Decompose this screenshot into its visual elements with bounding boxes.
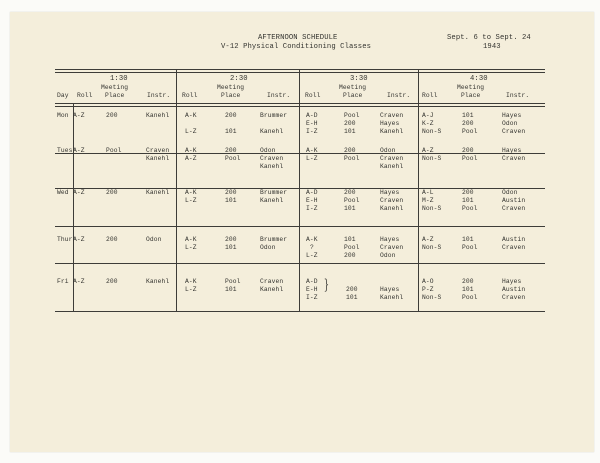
cell-roll: Non-S <box>422 205 442 212</box>
cell-place: Pool <box>344 155 360 162</box>
cell-roll: P-Z <box>422 286 434 293</box>
cell-instr: Hayes <box>380 286 400 293</box>
cell-instr: Craven <box>146 147 170 154</box>
cell-instr: Craven <box>502 155 526 162</box>
cell-roll: A-K <box>185 189 197 196</box>
cell-instr: Brummer <box>260 236 288 243</box>
cell-roll: ? <box>310 244 314 251</box>
cell-instr: Hayes <box>502 147 522 154</box>
cell-place: 200 <box>225 147 237 154</box>
document-page <box>10 12 594 452</box>
cell-place: 101 <box>462 236 474 243</box>
cell-place: Pool <box>225 155 241 162</box>
cell-place: Pool <box>462 205 478 212</box>
cell-instr: Kanehl <box>380 163 404 170</box>
col-header-place: Place <box>343 92 363 99</box>
cell-instr: Brummer <box>260 112 288 119</box>
cell-place: 101 <box>225 197 237 204</box>
cell-instr: Craven <box>380 155 404 162</box>
cell-roll: A-L <box>422 189 434 196</box>
col-header-instr: Instr. <box>387 92 411 99</box>
day-label: Tues <box>57 147 73 154</box>
time-slot-1: 1:30 <box>110 75 128 83</box>
cell-instr: Hayes <box>380 120 400 127</box>
cell-instr: Hayes <box>380 236 400 243</box>
cell-place: 200 <box>106 189 118 196</box>
cell-place: Pool <box>462 294 478 301</box>
cell-place: Pool <box>344 197 360 204</box>
cell-place: Pool <box>106 147 122 154</box>
cell-place: 200 <box>462 278 474 285</box>
col-header-place: Place <box>221 92 241 99</box>
col-header-meeting: Meeting <box>101 84 129 91</box>
col-header-roll: Roll <box>182 92 198 99</box>
cell-place: 200 <box>344 189 356 196</box>
cell-roll: I-Z <box>306 294 318 301</box>
cell-roll: A-Z <box>73 112 85 119</box>
cell-place: Pool <box>462 155 478 162</box>
cell-place: 200 <box>225 189 237 196</box>
cell-place: 101 <box>462 112 474 119</box>
cell-roll: A-J <box>422 112 434 119</box>
cell-instr: Kanehl <box>380 128 404 135</box>
cell-roll: M-Z <box>422 197 434 204</box>
cell-roll: A-Z <box>73 236 85 243</box>
time-slot-2: 2:30 <box>230 75 248 83</box>
cell-instr: Austin <box>502 197 526 204</box>
cell-place: 101 <box>346 294 358 301</box>
cell-place: 200 <box>346 286 358 293</box>
row-divider <box>55 226 545 227</box>
cell-roll: A-D <box>306 278 318 285</box>
header-rule <box>55 103 545 104</box>
cell-roll: E-H <box>306 286 318 293</box>
cell-place: Pool <box>225 278 241 285</box>
col-header-place: Place <box>461 92 481 99</box>
day-label: Fri <box>57 278 69 285</box>
cell-roll: A-K <box>185 147 197 154</box>
cell-instr: Kanehl <box>260 128 284 135</box>
table-rule-bottom <box>55 311 545 312</box>
col-header-day: Day <box>57 92 69 99</box>
cell-instr: Brummer <box>260 189 288 196</box>
cell-place: Pool <box>462 244 478 251</box>
time-slot-3: 3:30 <box>350 75 368 83</box>
cell-place: 200 <box>225 236 237 243</box>
cell-instr: Odon <box>260 244 276 251</box>
cell-place: 101 <box>344 205 356 212</box>
col-header-roll: Roll <box>305 92 321 99</box>
cell-roll: L-Z <box>306 252 318 259</box>
cell-instr: Kanehl <box>260 286 284 293</box>
cell-place: 200 <box>106 112 118 119</box>
cell-roll: L-Z <box>185 244 197 251</box>
cell-roll: A-D <box>306 112 318 119</box>
cell-instr: Austin <box>502 286 526 293</box>
cell-instr: Kanehl <box>146 278 170 285</box>
day-label: Mon <box>57 112 69 119</box>
cell-place: 200 <box>106 236 118 243</box>
cell-roll: A-Z <box>73 189 85 196</box>
cell-instr: Kanehl <box>260 197 284 204</box>
cell-instr: Craven <box>380 244 404 251</box>
cell-instr: Craven <box>502 294 526 301</box>
table-rule-top-double <box>55 72 545 73</box>
cell-instr: Odon <box>380 252 396 259</box>
cell-place: 101 <box>225 286 237 293</box>
cell-place: 101 <box>344 236 356 243</box>
cell-instr: Kanehl <box>260 163 284 170</box>
cell-roll: A-K <box>185 278 197 285</box>
col-header-roll: Roll <box>77 92 93 99</box>
cell-place: 200 <box>106 278 118 285</box>
cell-roll: E-H <box>306 197 318 204</box>
cell-place: 200 <box>225 112 237 119</box>
cell-place: 200 <box>344 120 356 127</box>
cell-roll: A-K <box>185 236 197 243</box>
col-divider <box>176 69 177 311</box>
col-header-instr: Instr. <box>147 92 171 99</box>
cell-instr: Kanehl <box>380 205 404 212</box>
cell-instr: Craven <box>502 244 526 251</box>
cell-instr: Odon <box>146 236 162 243</box>
day-label: Wed <box>57 189 69 196</box>
cell-roll: A-D <box>306 189 318 196</box>
cell-instr: Kanehl <box>380 294 404 301</box>
cell-place: 200 <box>344 252 356 259</box>
cell-roll: A-K <box>306 236 318 243</box>
cell-instr: Craven <box>260 155 284 162</box>
cell-place: Pool <box>344 244 360 251</box>
cell-instr: Hayes <box>502 112 522 119</box>
cell-roll: A-K <box>185 112 197 119</box>
cell-place: 101 <box>344 128 356 135</box>
doc-title: AFTERNOON SCHEDULE <box>258 34 338 42</box>
col-header-place: Place <box>105 92 125 99</box>
cell-roll: Non-S <box>422 128 442 135</box>
brace-bracket: } <box>323 277 330 293</box>
cell-roll: A-O <box>422 278 434 285</box>
cell-place: 101 <box>225 244 237 251</box>
cell-place: 101 <box>462 197 474 204</box>
row-divider <box>55 263 545 264</box>
cell-instr: Craven <box>502 128 526 135</box>
col-header-instr: Instr. <box>267 92 291 99</box>
cell-roll: I-Z <box>306 128 318 135</box>
cell-roll: A-Z <box>422 147 434 154</box>
cell-place: 101 <box>462 286 474 293</box>
cell-place: 200 <box>462 120 474 127</box>
cell-roll: I-Z <box>306 205 318 212</box>
cell-instr: Hayes <box>502 278 522 285</box>
col-header-meeting: Meeting <box>217 84 245 91</box>
cell-instr: Craven <box>502 205 526 212</box>
table-rule-top <box>55 69 545 70</box>
cell-roll: Non-S <box>422 155 442 162</box>
cell-place: Pool <box>462 128 478 135</box>
cell-instr: Hayes <box>380 189 400 196</box>
col-header-meeting: Meeting <box>339 84 367 91</box>
cell-roll: L-Z <box>185 128 197 135</box>
day-label: Thur <box>57 236 73 243</box>
cell-roll: E-H <box>306 120 318 127</box>
cell-instr: Craven <box>380 112 404 119</box>
col-header-meeting: Meeting <box>457 84 485 91</box>
cell-place: 200 <box>344 147 356 154</box>
cell-roll: Non-S <box>422 244 442 251</box>
cell-roll: K-Z <box>422 120 434 127</box>
cell-roll: Non-S <box>422 294 442 301</box>
cell-roll: L-Z <box>185 197 197 204</box>
cell-place: 200 <box>462 147 474 154</box>
cell-instr: Craven <box>260 278 284 285</box>
cell-roll: A-Z <box>73 147 85 154</box>
cell-roll: L-Z <box>185 286 197 293</box>
cell-roll: A-Z <box>185 155 197 162</box>
col-divider <box>418 69 419 311</box>
col-header-roll: Roll <box>422 92 438 99</box>
cell-roll: A-Z <box>73 278 85 285</box>
cell-roll: L-Z <box>306 155 318 162</box>
cell-instr: Kanehl <box>146 189 170 196</box>
header-rule-double <box>55 106 545 107</box>
cell-instr: Odon <box>502 189 518 196</box>
col-header-instr: Instr. <box>506 92 530 99</box>
cell-instr: Austin <box>502 236 526 243</box>
cell-roll: A-Z <box>422 236 434 243</box>
year: 1943 <box>483 43 501 51</box>
cell-roll: A-K <box>306 147 318 154</box>
cell-place: Pool <box>344 112 360 119</box>
cell-place: 200 <box>462 189 474 196</box>
cell-instr: Odon <box>260 147 276 154</box>
cell-instr: Odon <box>380 147 396 154</box>
cell-instr: Craven <box>380 197 404 204</box>
date-range: Sept. 6 to Sept. 24 <box>447 34 531 42</box>
doc-subtitle: V-12 Physical Conditioning Classes <box>221 43 372 51</box>
col-divider <box>299 69 300 311</box>
cell-instr: Odon <box>502 120 518 127</box>
cell-instr: Kanehl <box>146 155 170 162</box>
cell-instr: Kanehl <box>146 112 170 119</box>
cell-place: 101 <box>225 128 237 135</box>
time-slot-4: 4:30 <box>470 75 488 83</box>
